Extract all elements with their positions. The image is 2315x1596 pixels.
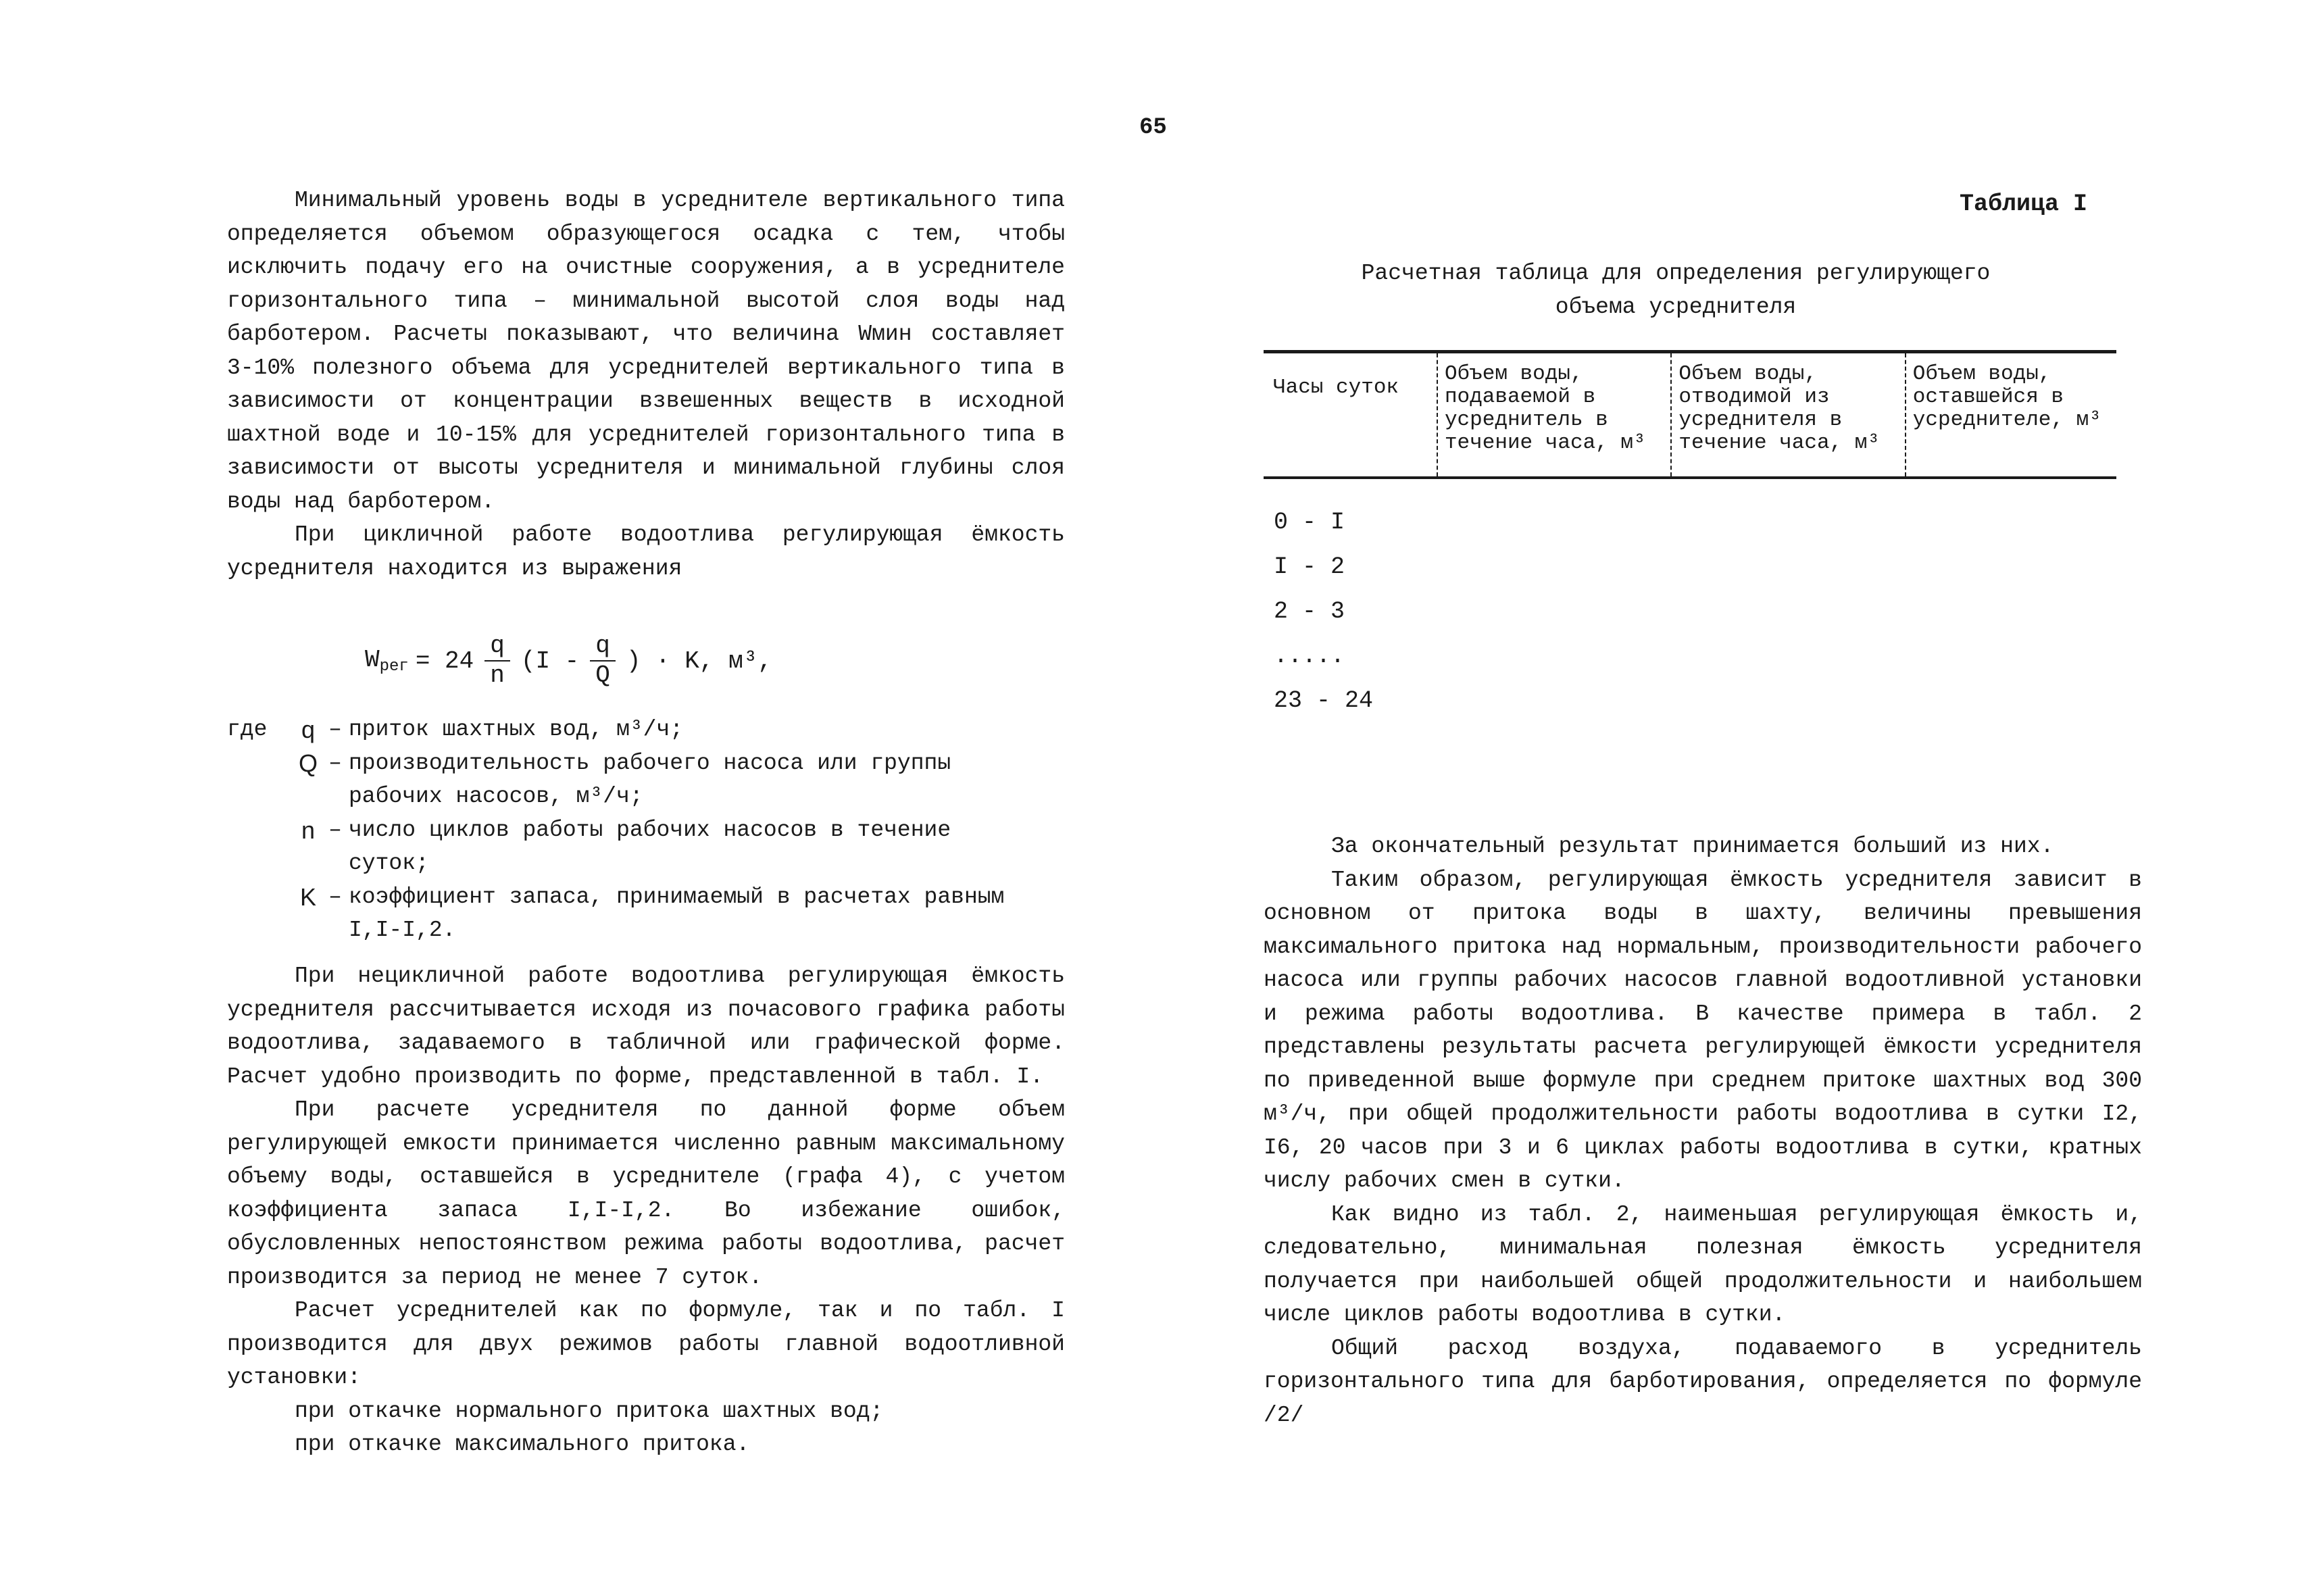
legend-symbol: Q <box>298 749 318 777</box>
list-item: при откачке нормального притока шахтных вод; <box>295 1398 884 1424</box>
formula-mid: (I - <box>520 647 580 675</box>
page-number: 65 <box>1139 115 1167 141</box>
formula-fraction-1: $\frac{q}{n}$ <box>484 632 510 690</box>
table-row-hours: I - 2 <box>1274 553 1345 580</box>
right-paragraph-4: Общий расход воздуха, подаваемого в усреднитель горизонтального типа для барботирования, определяется по формуле /2/ <box>1264 1335 2142 1428</box>
calculation-table <box>1264 350 2116 479</box>
list-item: при откачке максимального притока. <box>295 1432 750 1457</box>
left-paragraph-5: Расчет усреднителей как по формуле, так и по табл. I производится для двух режимов работы главной водоотливной установки: <box>227 1298 1065 1390</box>
regulating-capacity-formula <box>365 632 772 690</box>
formula-legend <box>227 713 1078 947</box>
table-header-remaining: Объем воды, оставшейся в усреднителе, м³ <box>1906 352 2116 478</box>
formula-fraction-2: $\frac{q}{Q}$ <box>590 632 616 690</box>
legend-text: приток шахтных вод, м³/ч; <box>349 717 684 742</box>
table-rows <box>1274 500 1373 723</box>
table-caption-line: объема усреднителя <box>1555 295 1797 320</box>
formula-eq: = 24 <box>415 647 474 675</box>
where-word: где <box>227 717 268 742</box>
left-lower-text <box>227 959 1065 1462</box>
table-row-hours: 2 - 3 <box>1274 598 1345 625</box>
left-column <box>227 184 1065 585</box>
legend-text: коэффициент запаса, принимаемый в расчетах равным I,I-I,2. <box>349 884 1005 943</box>
table-label: Таблица I <box>1960 191 2088 218</box>
table-row-hours: ..... <box>1274 643 1345 670</box>
left-paragraph-1: Минимальный уровень воды в усреднителе вертикального типа определяется объемом образующегося осадка с тем, чтобы исключить подачу его на очистные сооружения, а в усреднителе горизонтального типа – минимальной высотой слоя воды над барботером. Расчеты показывают, что величина Wмин составляет 3-10% полезного объема для усреднителей вертикального типа в зависимости от концентрации взвешенных веществ в исходной шахтной воде и 10-15% для усреднителей горизонтального типа в зависимости от высоты усреднителя и минимальной глубины слоя воды над барботером. <box>227 188 1065 514</box>
table-caption <box>1270 257 2081 324</box>
left-paragraph-2: При цикличной работе водоотлива регулирующая ёмкость усреднителя находится из выражения <box>227 522 1065 581</box>
right-paragraph-1: За окончательный результат принимается больший из них. <box>1331 834 2054 859</box>
right-paragraph-3: Как видно из табл. 2, наименьшая регулирующая ёмкость и, следовательно, минимальная полезная ёмкость усреднителя получается при наибольшей общей продолжительности и наибольшем числе циклов работы водоотлива в сутки. <box>1264 1201 2142 1327</box>
legend-symbol: n <box>301 816 316 844</box>
formula-lhs: $W_{рег}$ <box>365 646 409 676</box>
table-row-hours: 0 - I <box>1274 509 1345 536</box>
table-caption-line: Расчетная таблица для определения регулирующего <box>1361 261 1991 286</box>
legend-symbol: K <box>299 882 316 911</box>
table-header-hours: Часы суток <box>1264 352 1437 478</box>
left-paragraph-4: При расчете усреднителя по данной форме объем регулирующей емкости принимается численно равным максимальному объему воды, оставшейся в усреднителе (графа 4), с учетом коэффициента запаса I,I-I,2. Во избежание ошибок, обусловленных непостоянством режима работы водоотлива, расчет производится за период не менее 7 суток. <box>227 1097 1065 1290</box>
left-paragraph-3: При нецикличной работе водоотлива регулирующая ёмкость усреднителя рассчитывается исходя из почасового графика работы водоотлива, задаваемого в табличной или графической форме. Расчет удобно производить по форме, представленной в табл. I. <box>227 964 1065 1089</box>
legend-row: K – коэффициент запаса, принимаемый в расчетах равным I,I-I,2. <box>227 880 1078 947</box>
legend-row: Q – производительность рабочего насоса или группы рабочих насосов, м³/ч; <box>227 747 1078 814</box>
right-column <box>1264 830 2142 1432</box>
table-row-hours: 23 - 24 <box>1274 687 1374 714</box>
legend-text: производительность рабочего насоса или группы рабочих насосов, м³/ч; <box>349 750 951 809</box>
legend-text: число циклов работы рабочих насосов в течение суток; <box>349 817 951 876</box>
legend-symbol: q <box>301 716 316 743</box>
legend-row: где q – приток шахтных вод, м³/ч; <box>227 713 1078 747</box>
legend-row: n – число циклов работы рабочих насосов в течение суток; <box>227 814 1078 880</box>
table-header-outflow: Объем воды, отводимой из усреднителя в течение часа, м³ <box>1671 352 1905 478</box>
formula-tail: ) · K, м³, <box>626 647 772 675</box>
table-header-inflow: Объем воды, подаваемой в усреднитель в течение часа, м³ <box>1437 352 1671 478</box>
right-paragraph-2: Таким образом, регулирующая ёмкость усреднителя зависит в основном от притока воды в шахту, величины превышения максимального притока над нормальным, производительности рабочего насоса или группы рабочих насосов главной водоотливной установки и режима работы водоотлива. В качестве примера в табл. 2 представлены результаты расчета регулирующей ёмкости усреднителя по приведенной выше формуле при среднем притоке шахтных вод 300 м³/ч, при общей продолжительности работы водоотлива в сутки I2, I6, 20 часов при 3 и 6 циклах работы водоотлива в сутки, кратных числу рабочих смен в сутки. <box>1264 867 2142 1193</box>
